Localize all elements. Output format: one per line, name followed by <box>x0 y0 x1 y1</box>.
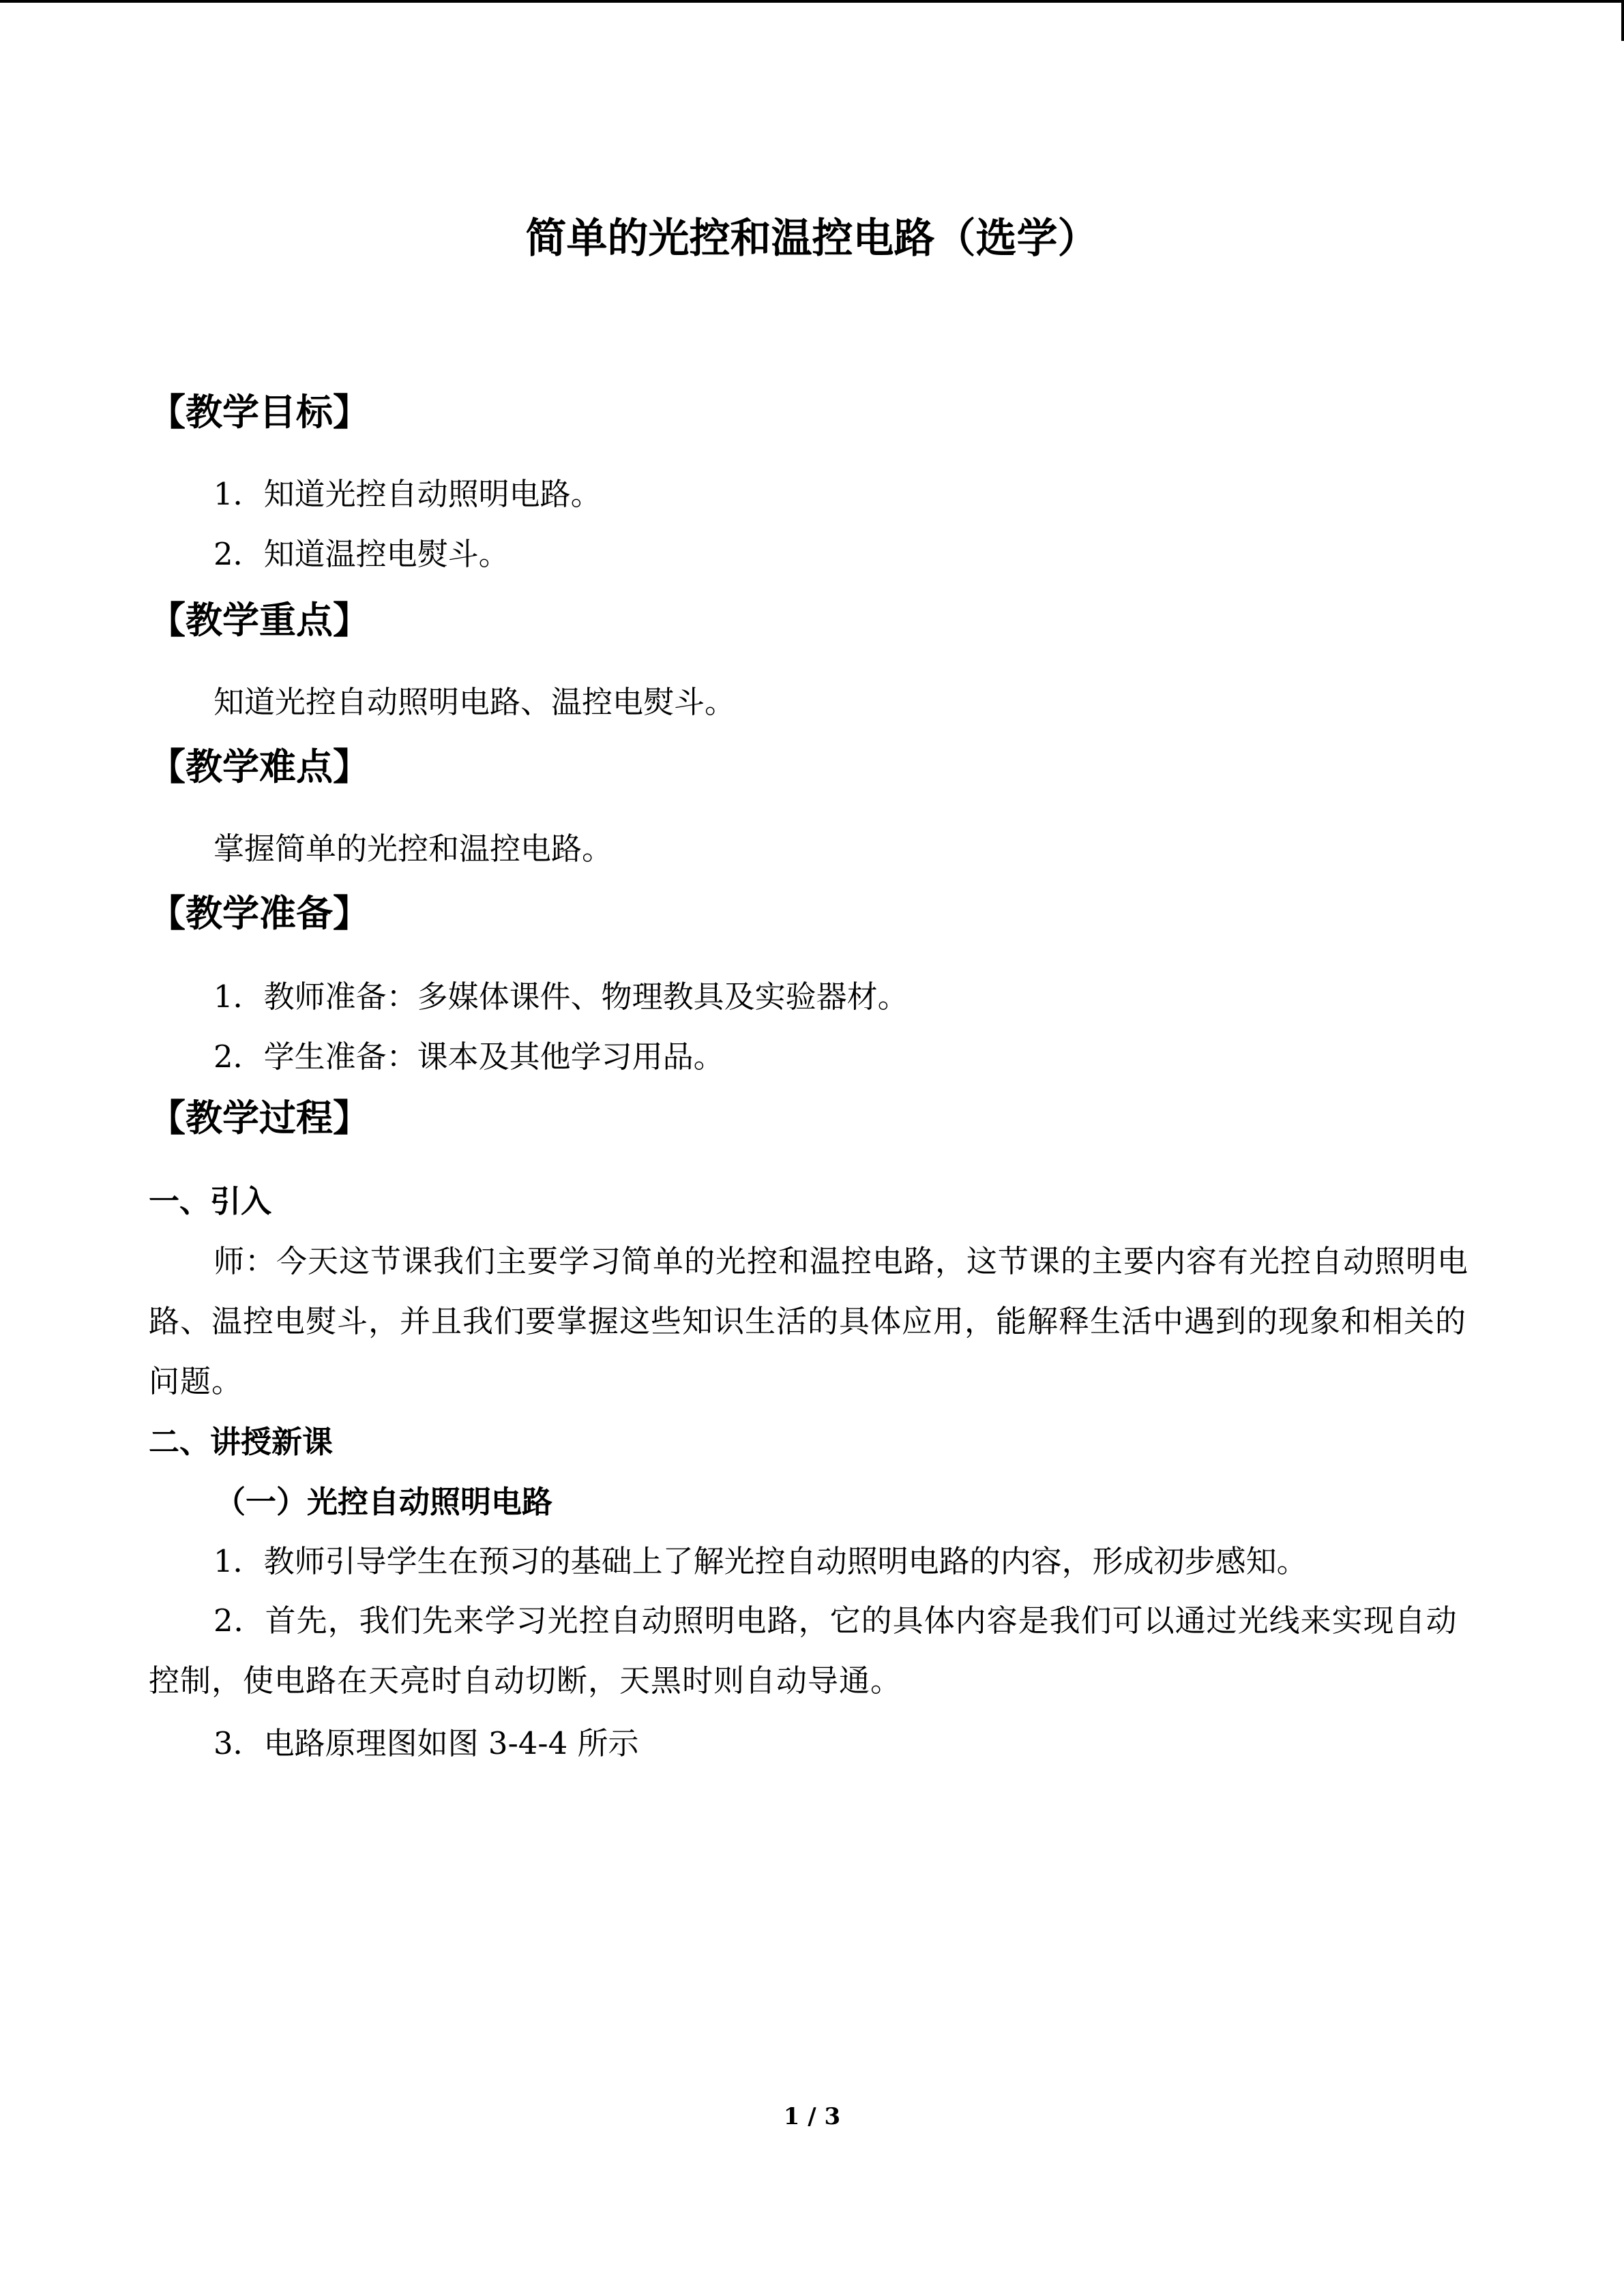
heading-preparation: 【教学准备】 <box>149 892 370 935</box>
key-points-text: 知道光控自动照明电路、温控电熨斗。 <box>213 684 736 720</box>
intro-paragraph: 师：今天这节课我们主要学习简单的光控和温控电路，这节课的主要内容有光控自动照明电路、温控电熨斗，并且我们要掌握这些知识生活的具体应用，能解释生活中遇到的现象和相关的问题。 <box>149 1243 1469 1399</box>
preparation-item-1: 1．教师准备：多媒体课件、物理教具及实验器材。 <box>213 979 909 1015</box>
page-number: 1 / 3 <box>783 2103 841 2130</box>
intro-heading: 一、引入 <box>149 1183 272 1219</box>
preparation-item-2: 2．学生准备：课本及其他学习用品。 <box>213 1039 724 1075</box>
step-2: 2．首先，我们先来学习光控自动照明电路，它的具体内容是我们可以通过光线来实现自动控制，使电路在天亮时自动切断，天黑时则自动导通。 <box>149 1602 1458 1699</box>
heading-goals: 【教学目标】 <box>149 391 370 434</box>
subsection-heading: （一）光控自动照明电路 <box>215 1484 553 1520</box>
goal-item-2: 2．知道温控电熨斗。 <box>213 536 510 572</box>
difficulties-text: 掌握简单的光控和温控电路。 <box>213 831 613 867</box>
step-1: 1．教师引导学生在预习的基础上了解光控自动照明电路的内容，形成初步感知。 <box>213 1543 1308 1579</box>
goal-item-1: 1．知道光控自动照明电路。 <box>213 476 602 512</box>
heading-difficulties: 【教学难点】 <box>149 745 370 788</box>
top-border <box>0 0 1624 3</box>
new-lesson-heading: 二、讲授新课 <box>149 1424 334 1460</box>
document-title: 简单的光控和温控电路（选学） <box>525 215 1099 263</box>
heading-process: 【教学过程】 <box>149 1097 370 1139</box>
heading-key-points: 【教学重点】 <box>149 599 370 642</box>
step-3: 3．电路原理图如图 3-4-4 所示 <box>213 1725 639 1761</box>
corner-border <box>1621 0 1624 41</box>
